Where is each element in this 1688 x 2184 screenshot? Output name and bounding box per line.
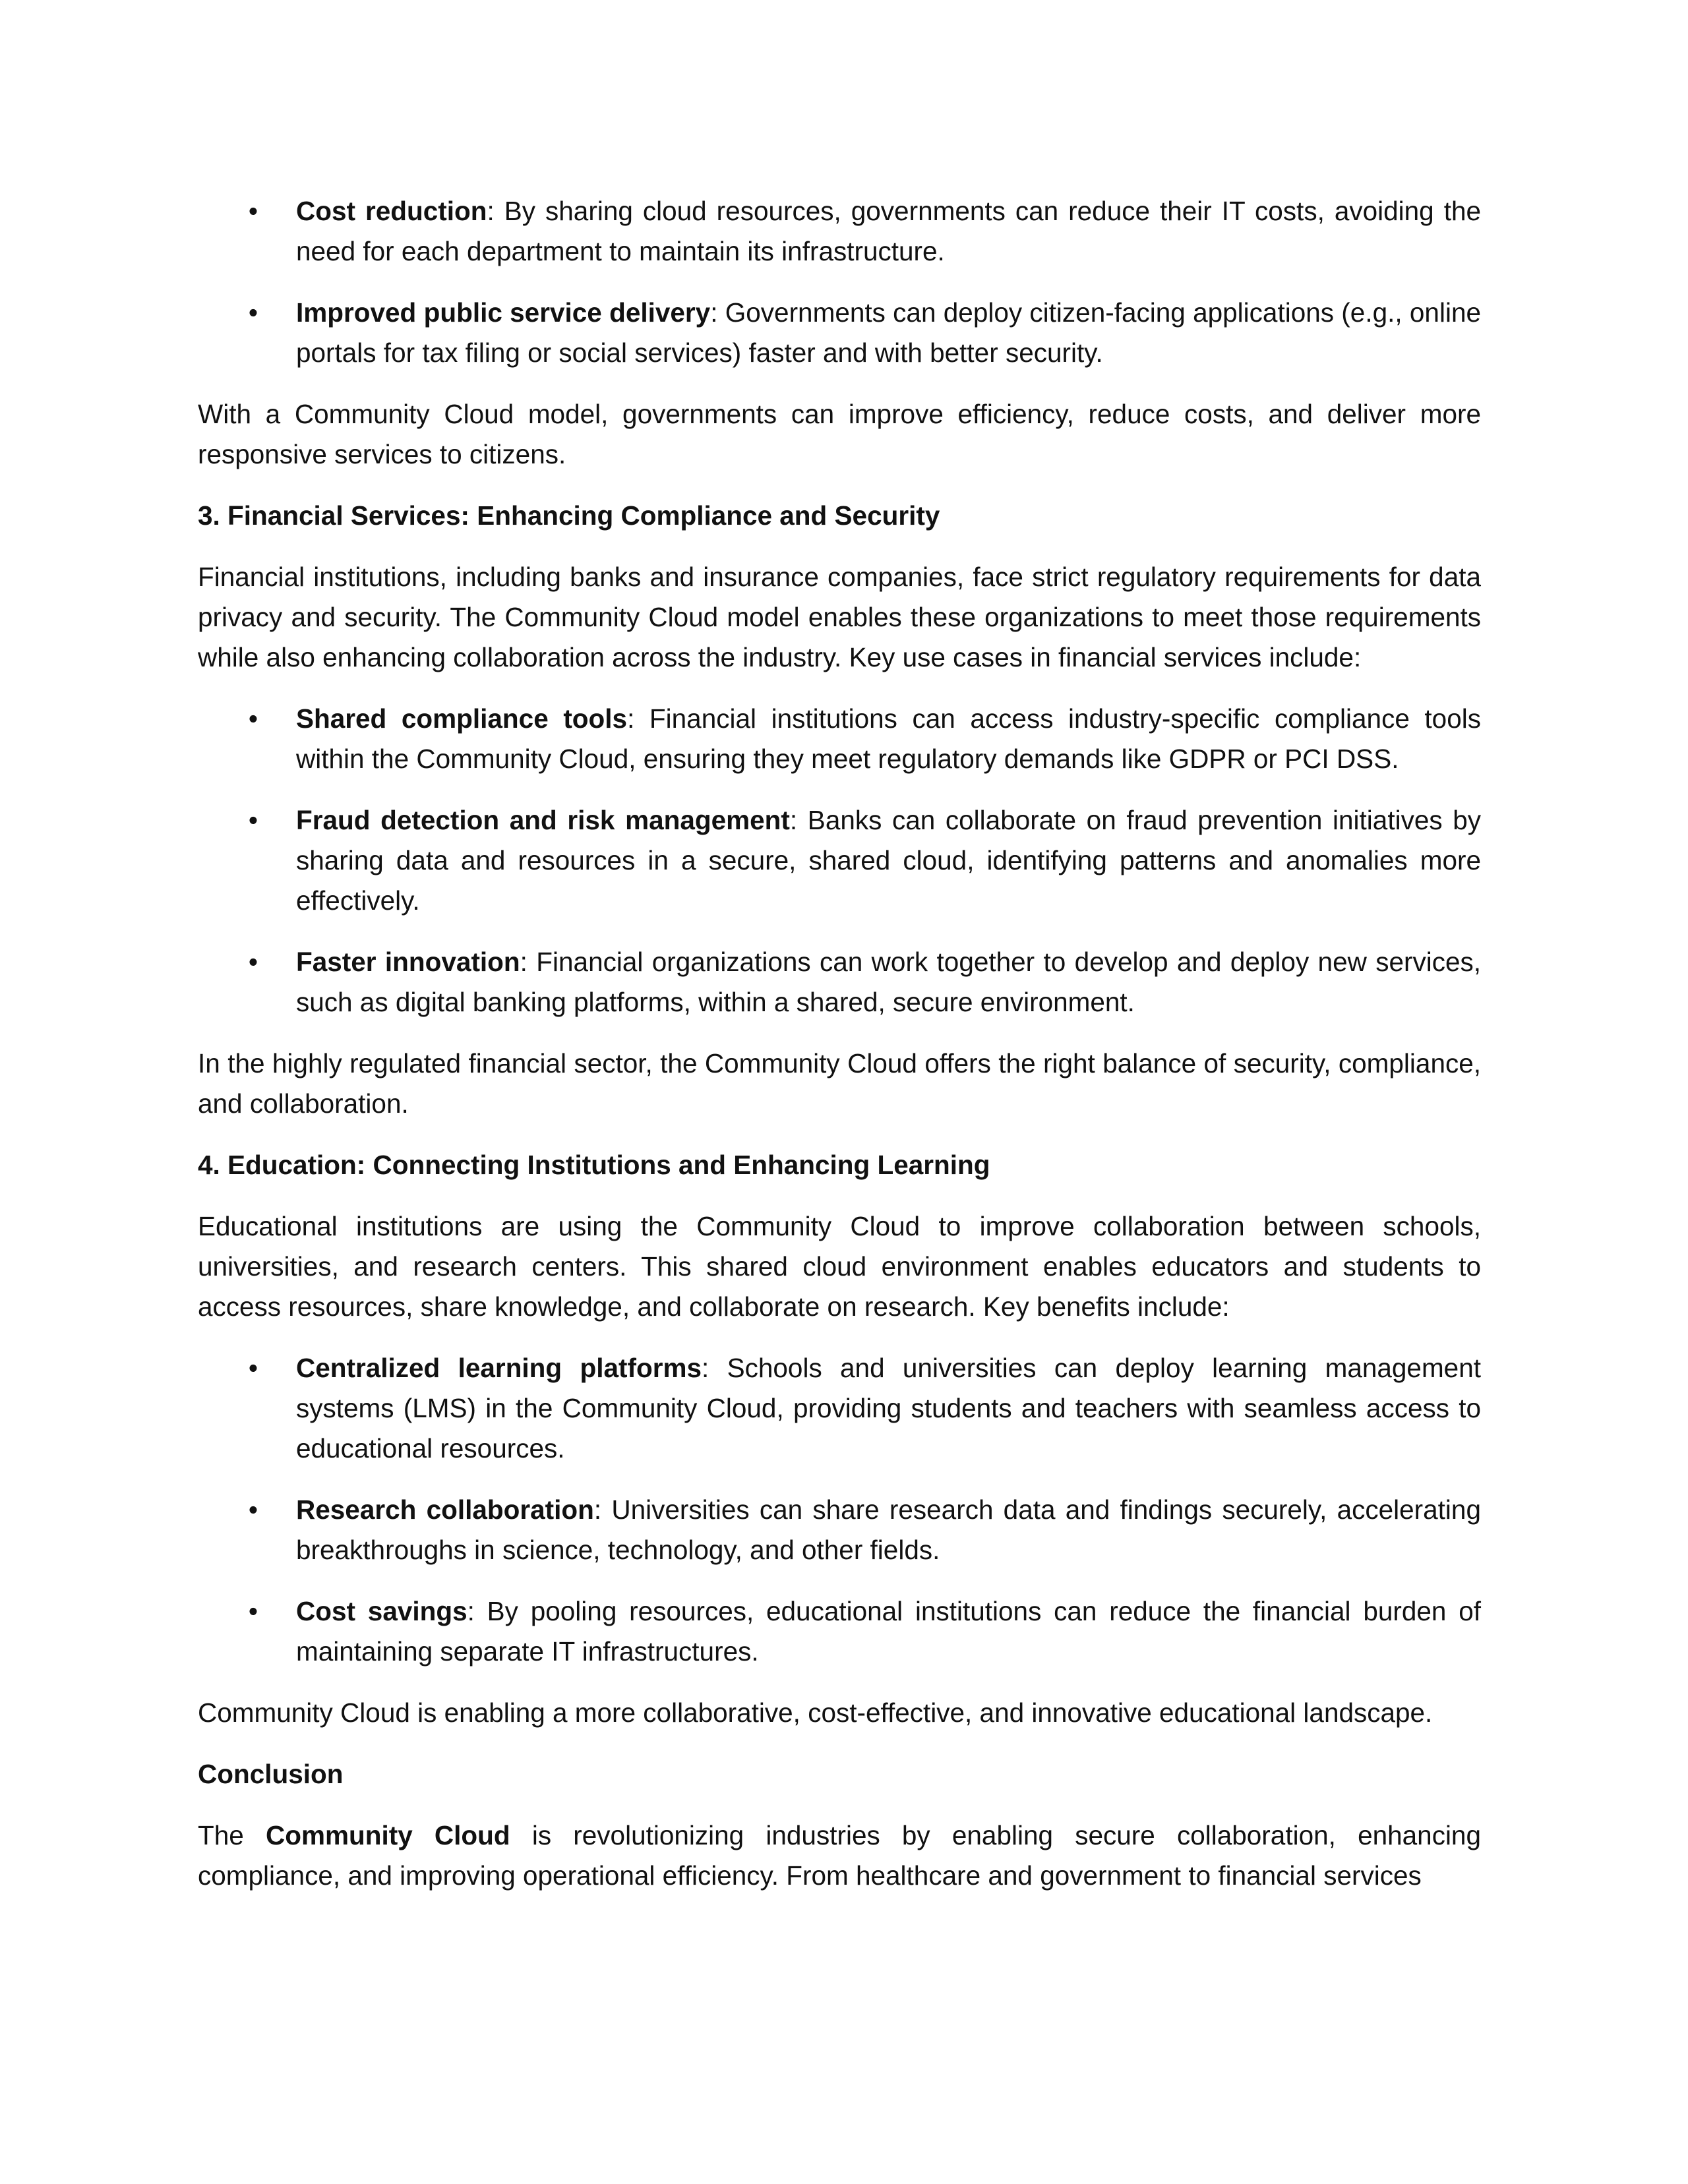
list-item-text: : By sharing cloud resources, governments can reduce their IT costs, avoiding the need for each department to maintain its infrastructure.	[296, 196, 1481, 266]
financial-conclusion-paragraph: In the highly regulated financial sector, the Community Cloud offers the right balance of security, compliance, and collaboration.	[198, 1048, 1481, 1119]
bullet: •	[248, 947, 258, 977]
list-item-text: : Financial institutions can access industry-specific compliance tools within the Community Cloud, ensuring they meet regulatory demands like GDPR or PCI DSS.	[296, 703, 1481, 774]
bullet: •	[248, 805, 258, 835]
conclusion-term: Community Cloud	[265, 1820, 510, 1850]
list-item-term: Cost savings	[296, 1596, 467, 1626]
conclusion-text: is revolutionizing industries by enabling secure collaboration, enhancing compliance, and improving operational efficiency. From healthcare and government to financial services	[198, 1820, 1481, 1891]
list-item-text: : Governments can deploy citizen-facing applications (e.g., online portals for tax filing or social services) faster and with better security.	[296, 297, 1481, 368]
financial-use-cases-list	[198, 699, 1481, 1022]
bullet: •	[248, 196, 258, 226]
conclusion-heading: Conclusion	[198, 1759, 344, 1789]
list-item	[198, 1591, 1481, 1672]
financial-services-heading: 3. Financial Services: Enhancing Compliance and Security	[198, 500, 940, 531]
list-item-term: Improved public service delivery	[296, 297, 711, 328]
government-benefits-list	[198, 191, 1481, 373]
education-conclusion-paragraph: Community Cloud is enabling a more collaborative, cost-effective, and innovative educational landscape.	[198, 1697, 1433, 1728]
bullet: •	[248, 1596, 258, 1626]
list-item	[198, 942, 1481, 1022]
bullet: •	[248, 703, 258, 734]
list-item	[198, 699, 1481, 779]
list-item-text: : Banks can collaborate on fraud prevention initiatives by sharing data and resources in a secure, shared cloud, identifying patterns and anomalies more effectively.	[296, 805, 1482, 916]
list-item	[198, 191, 1481, 272]
bullet: •	[248, 1494, 258, 1525]
list-item-term: Research collaboration	[296, 1494, 594, 1525]
education-intro-paragraph: Educational institutions are using the Community Cloud to improve collaboration between schools, universities, and research centers. This shared cloud environment enables educators and students to access resources, share knowledge, and collaborate on research. Key benefits include:	[198, 1211, 1481, 1322]
financial-intro-paragraph: Financial institutions, including banks and insurance companies, face strict regulatory requirements for data privacy and security. The Community Cloud model enables these organizations to meet those requirements while also enhancing collaboration across the industry. Key use cases in financial services include:	[198, 562, 1481, 672]
list-item	[198, 293, 1481, 373]
list-item-text: : By pooling resources, educational institutions can reduce the financial burden of maintaining separate IT infrastructures.	[296, 1596, 1481, 1667]
education-heading: 4. Education: Connecting Institutions and Enhancing Learning	[198, 1150, 990, 1180]
bullet: •	[248, 1353, 258, 1383]
list-item	[198, 1490, 1481, 1570]
list-item-text: : Schools and universities can deploy learning management systems (LMS) in the Community Cloud, providing students and teachers with seamless access to educational resources.	[296, 1353, 1481, 1463]
list-item-text: : Universities can share research data and findings securely, accelerating breakthroughs in science, technology, and other fields.	[296, 1494, 1481, 1565]
list-item-term: Faster innovation	[296, 947, 520, 977]
conclusion-prefix: The	[198, 1820, 266, 1850]
conclusion-paragraph	[198, 1815, 1481, 1896]
list-item	[198, 1348, 1481, 1469]
government-conclusion-paragraph: With a Community Cloud model, governments can improve efficiency, reduce costs, and deliver more responsive services to citizens.	[198, 399, 1481, 469]
education-benefits-list	[198, 1348, 1481, 1672]
document-page	[198, 191, 1481, 1917]
list-item-term: Fraud detection and risk management	[296, 805, 790, 835]
list-item-term: Centralized learning platforms	[296, 1353, 702, 1383]
list-item-term: Cost reduction	[296, 196, 487, 226]
bullet: •	[248, 297, 258, 328]
list-item-text: : Financial organizations can work together to develop and deploy new services, such as digital banking platforms, within a shared, secure environment.	[296, 947, 1482, 1017]
list-item	[198, 800, 1481, 921]
list-item-term: Shared compliance tools	[296, 703, 628, 734]
